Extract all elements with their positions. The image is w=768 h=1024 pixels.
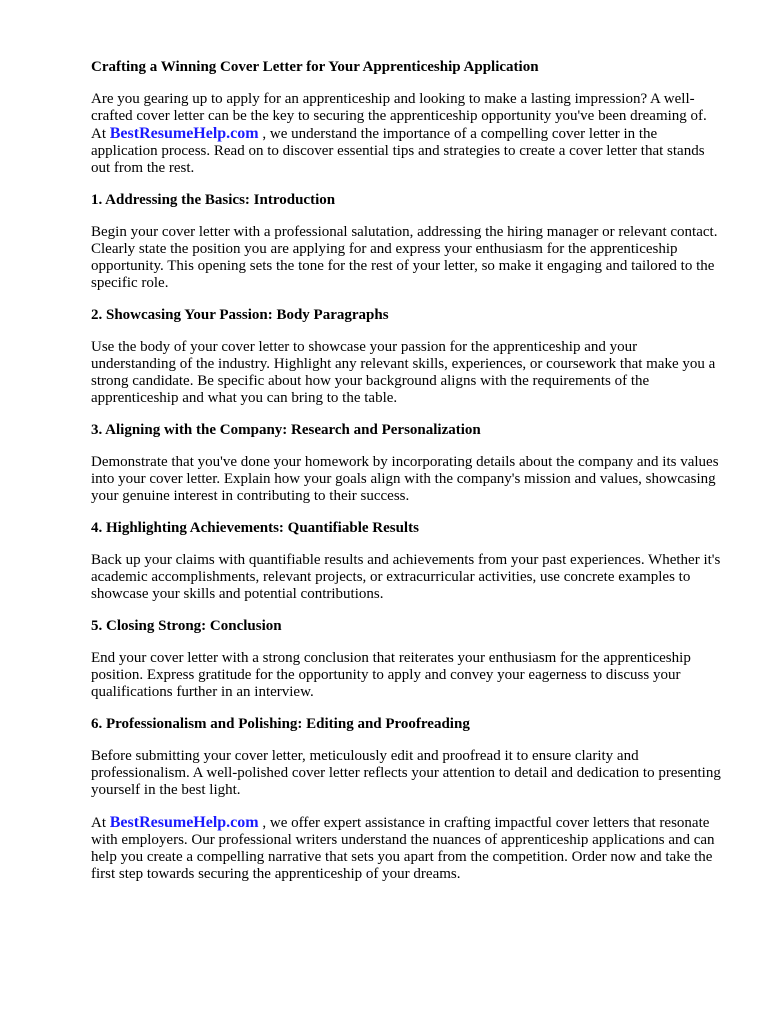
intro-paragraph — [91, 91, 723, 177]
section-6-body: Before submitting your cover letter, meticulously edit and proofread it to ensure clarity and professionalism. A well-polished cover letter reflects your attention to detail and dedication to presenting yourself in the best light. — [91, 748, 721, 798]
bestresumehelp-link-intro[interactable]: BestResumeHelp.com — [109, 125, 259, 142]
closing-paragraph — [91, 814, 723, 883]
section-4-body: Back up your claims with quantifiable results and achievements from your past experiences. Whether it's academic accomplishments, relevant projects, or extracurricular activities, use concrete examples to showcase your skills and potential contributions. — [91, 552, 721, 602]
closing-text-before-link: At — [91, 815, 110, 831]
section-6-heading: 6. Professionalism and Polishing: Editing and Proofreading — [91, 716, 470, 732]
section-1-heading: 1. Addressing the Basics: Introduction — [91, 192, 336, 208]
closing-text-after-link: , we offer expert assistance in crafting impactful cover letters that resonate with employers. Our professional writers understand the nuances of apprenticeship applications and can help you create a compelling narrative that sets you apart from the competition. Order now and take the first step towards securing the apprenticeship of your dreams. — [91, 815, 715, 882]
intro-text-after-link: , we understand the importance of a compelling cover letter in the application process. Read on to discover essential tips and strategies to create a cover letter that stands out from the rest. — [91, 126, 705, 176]
section-3-body: Demonstrate that you've done your homework by incorporating details about the company and its values into your cover letter. Explain how your goals align with the company's mission and values, showcasing your genuine interest in contributing to their success. — [91, 454, 719, 504]
section-3-heading: 3. Aligning with the Company: Research and Personalization — [91, 422, 481, 438]
bestresumehelp-link-closing[interactable]: BestResumeHelp.com — [109, 814, 259, 831]
section-2-heading: 2. Showcasing Your Passion: Body Paragraphs — [91, 307, 389, 323]
section-5-heading: 5. Closing Strong: Conclusion — [91, 618, 282, 634]
section-2-body: Use the body of your cover letter to showcase your passion for the apprenticeship and your understanding of the industry. Highlight any relevant skills, experiences, or coursework that make you a strong candidate. Be specific about how your background aligns with the requirements of the apprenticeship and what you can bring to the table. — [91, 339, 716, 406]
section-1-body: Begin your cover letter with a professional salutation, addressing the hiring manager or relevant contact. Clearly state the position you are applying for and express your enthusiasm for the apprenticeship opportunity. This opening sets the tone for the rest of your letter, so make it engaging and tailored to the specific role. — [91, 224, 718, 291]
section-5-body: End your cover letter with a strong conclusion that reiterates your enthusiasm for the apprenticeship position. Express gratitude for the opportunity to apply and convey your eagerness to discuss your qualifications further in an interview. — [91, 650, 691, 700]
document-page — [91, 59, 723, 898]
section-4-heading: 4. Highlighting Achievements: Quantifiable Results — [91, 520, 419, 536]
intro-text-before-link: Are you gearing up to apply for an apprenticeship and looking to make a lasting impression? A well-crafted cover letter can be the key to securing the apprenticeship opportunity you've been dreaming of. At — [91, 91, 707, 142]
document-title: Crafting a Winning Cover Letter for Your Apprenticeship Application — [91, 59, 539, 75]
